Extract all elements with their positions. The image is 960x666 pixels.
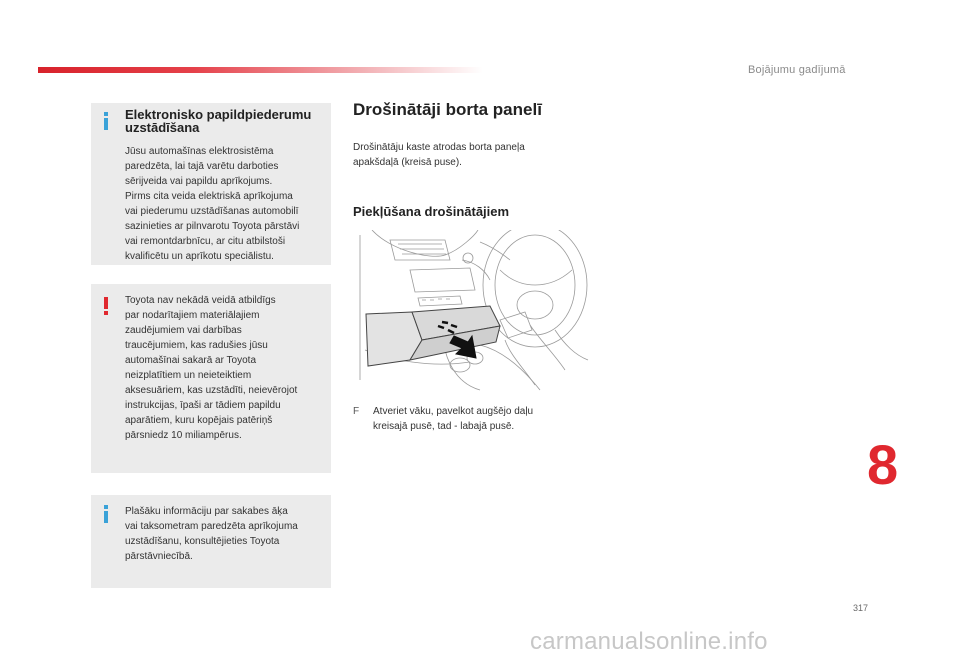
page-number: 317	[853, 603, 869, 613]
info-icon	[101, 505, 111, 523]
step-text: Atveriet vāku, pavelkot augšējo daļu kreisajā pusē, tad - labajā pusē.	[373, 406, 534, 432]
info-box-towing	[91, 495, 331, 588]
info-box-accessories	[91, 103, 331, 265]
warning-box	[91, 284, 331, 473]
subsection-heading: Piekļūšana drošinātājiem	[353, 204, 510, 219]
info-icon	[101, 112, 111, 130]
warning-box-text: Toyota nav nekādā veidā atbildīgs par nodarītajiem materiālajiem zaudējumiem vai darbības traucējumiem, kas radušies jūsu automašīnai sakarā ar Toyota neizplatītiem un neieteiktiem aksesuāriem, kas uzstādīti, neievērojot instrukcijas, īpaši ar tādiem papildu aparātiem, kuru kopējais patēriņš pārsniedz 10 miliampērus.	[125, 295, 298, 441]
warning-icon	[102, 297, 110, 315]
info-box-title: Elektronisko papildpiederumu uzstādīšana	[125, 107, 312, 135]
section-intro: Drošinātāju kaste atrodas borta paneļa apakšdaļā (kreisā puse).	[353, 142, 525, 168]
step-bullet-icon: F	[353, 406, 360, 417]
watermark: carmanualsonline.info	[530, 628, 768, 655]
section-heading: Drošinātāji borta panelī	[353, 100, 542, 119]
chapter-title: Bojājumu gadījumā	[748, 64, 846, 76]
header-accent-bar	[38, 67, 483, 73]
info-box-text: Plašāku informāciju par sakabes āķa vai taksometram paredzēta aprīkojuma uzstādīšanu, konsultējieties Toyota pārstāvniecībā.	[125, 506, 298, 562]
fuse-box-illustration	[350, 230, 591, 392]
chapter-number: 8	[867, 433, 899, 496]
info-box-text: Jūsu automašīnas elektrosistēma paredzēta, lai tajā varētu darboties sērijveida vai papildu aprīkojums. Pirms cita veida elektriskā aprīkojuma vai piederumu uzstādīšanas automobilī sazinieties ar pilnvarotu Toyota pārstāvi vai remontdarbnīcu, ar citu atbilstoši kvalificētu un aprīkotu speciālistu.	[125, 146, 300, 262]
